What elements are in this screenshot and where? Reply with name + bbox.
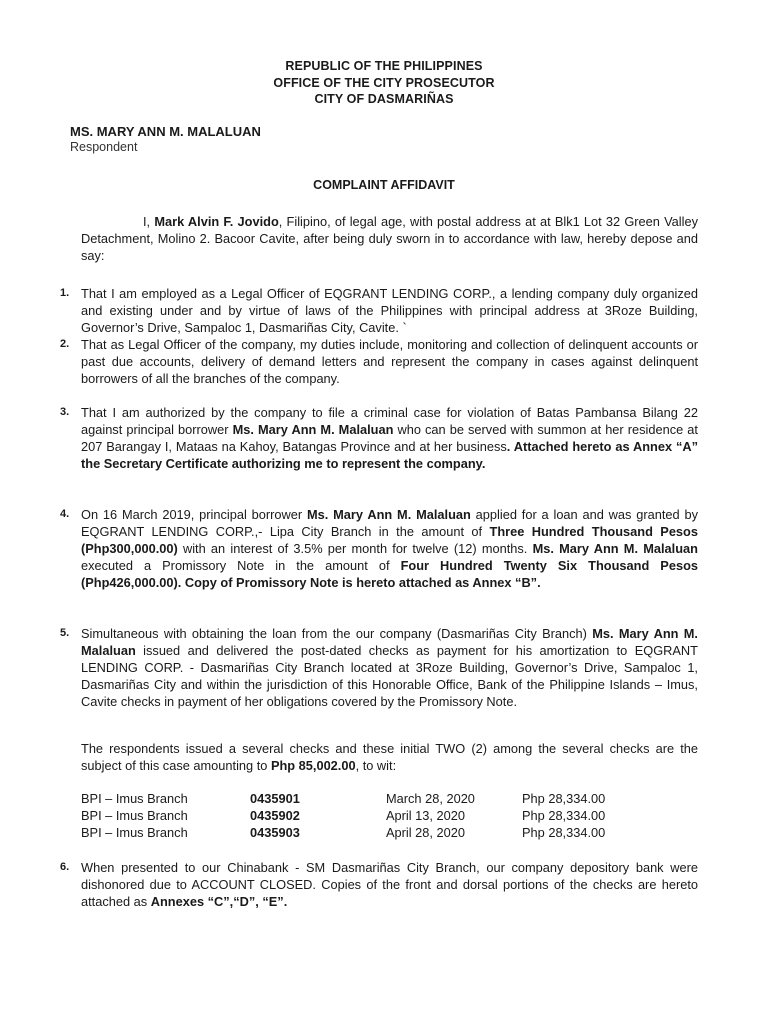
check-row xyxy=(81,824,698,841)
paragraph-number-1: 1. xyxy=(60,287,70,299)
checks-list xyxy=(81,790,698,841)
header-line-republic: REPUBLIC OF THE PHILIPPINES xyxy=(285,59,483,73)
check-date: April 28, 2020 xyxy=(386,825,465,840)
respondent-name: MS. MARY ANN M. MALALUAN xyxy=(70,124,261,139)
check-row xyxy=(81,790,698,807)
total-amount: Php 85,002.00 xyxy=(270,758,356,773)
intro-paragraph: I, Mark Alvin F. Jovido, Filipino, of legal age, with postal address at at Blk1 Lot 32 Green Valley Detachment, Molino 2. Bacoor Cavite, after being duly sworn in to accordance with law, hereby depose and say: xyxy=(81,214,698,263)
paragraph-3: That I am authorized by the company to file a criminal case for violation of Batas Pambansa Bilang 22 against principal borrower Ms. Mary Ann M. Malaluan who can be served with summon at her residence at 207 Barangay I, Mataas na Kahoy, Batangas Province and at her business. Attached hereto as Annex “A” the Secretary Certificate authorizing me to represent the company. xyxy=(81,405,698,471)
check-number: 0435902 xyxy=(250,808,300,823)
affiant-name: Mark Alvin F. Jovido xyxy=(154,214,279,229)
paragraph-5-checks-intro: The respondents issued a several checks and these initial TWO (2) among the several checks are the subject of this case amounting to Php 85,002.00, to wit: xyxy=(81,741,698,773)
paragraph-6: When presented to our Chinabank - SM Dasmariñas City Branch, our company depository bank were dishonored due to ACCOUNT CLOSED. Copies of the front and dorsal portions of the checks are hereto attached as Annexes “C”,“D”, “E”. xyxy=(81,860,698,909)
paragraph-5: Simultaneous with obtaining the loan from the our company (Dasmariñas City Branch) Ms. Mary Ann M. Malaluan issued and delivered the post-dated checks as payment for his amortization to EQGRANT LENDING CORP. - Dasmariñas City Branch located at 3Roze Building, Governor’s Drive, Sampaloc 1, Dasmariñas City and within the jurisdiction of this Honorable Office, Bank of the Philippine Islands – Imus, Cavite checks in payment of her obligations covered by the Promissory Note. xyxy=(81,626,698,709)
check-bank: BPI – Imus Branch xyxy=(81,808,188,823)
check-date: March 28, 2020 xyxy=(386,791,475,806)
header-line-city: CITY OF DASMARIÑAS xyxy=(314,92,454,106)
check-number: 0435901 xyxy=(250,791,300,806)
paragraph-4: On 16 March 2019, principal borrower Ms. Mary Ann M. Malaluan applied for a loan and was granted by EQGRANT LENDING CORP.,- Lipa City Branch in the amount of Three Hundred Thousand Pesos (Php300,000.00) with an interest of 3.5% per month for twelve (12) months. Ms. Mary Ann M. Malaluan executed a Promissory Note in the amount of Four Hundred Twenty Six Thousand Pesos (Php426,000.00). Copy of Promissory Note is hereto attached as Annex “B”. xyxy=(81,507,699,590)
header-line-office: OFFICE OF THE CITY PROSECUTOR xyxy=(273,75,495,90)
check-bank: BPI – Imus Branch xyxy=(81,825,188,840)
check-date: April 13, 2020 xyxy=(386,808,465,823)
annex-a-reference: . Attached hereto as Annex “A” the Secretary Certificate authorizing me to represent the company. xyxy=(81,439,698,471)
check-number: 0435903 xyxy=(250,825,300,840)
paragraph-number-3: 3. xyxy=(60,406,70,418)
paragraph-number-2: 2. xyxy=(60,338,70,350)
paragraph-1: That I am employed as a Legal Officer of EQGRANT LENDING CORP., a lending company duly organized and existing under and by virtue of laws of the Philippines with principal address at 3Roze Building, Governor’s Drive, Sampaloc 1, Dasmariñas City, Cavite. ` xyxy=(81,286,698,335)
annex-b-reference: Four Hundred Twenty Six Thousand Pesos (Php426,000.00). Copy of Promissory Note is hereto attached as Annex “B”. xyxy=(81,558,699,590)
document-header xyxy=(0,58,768,108)
paragraph-number-4: 4. xyxy=(60,508,70,520)
paragraph-2: That as Legal Officer of the company, my duties include, monitoring and collection of delinquent accounts or past due accounts, delivery of demand letters and represent the company in cases against delinquent borrowers of all the branches of the company. xyxy=(81,337,698,386)
document-title: COMPLAINT AFFIDAVIT xyxy=(313,178,455,192)
paragraph-number-5: 5. xyxy=(60,627,70,639)
annexes-cde-reference: Annexes “C”,“D”, “E”. xyxy=(150,894,288,909)
check-bank: BPI – Imus Branch xyxy=(81,791,188,806)
check-amount: Php 28,334.00 xyxy=(522,808,606,823)
respondent-role: Respondent xyxy=(70,140,138,154)
check-row xyxy=(81,807,698,824)
check-amount: Php 28,334.00 xyxy=(522,791,606,806)
paragraph-number-6: 6. xyxy=(60,861,70,873)
check-amount: Php 28,334.00 xyxy=(522,825,606,840)
